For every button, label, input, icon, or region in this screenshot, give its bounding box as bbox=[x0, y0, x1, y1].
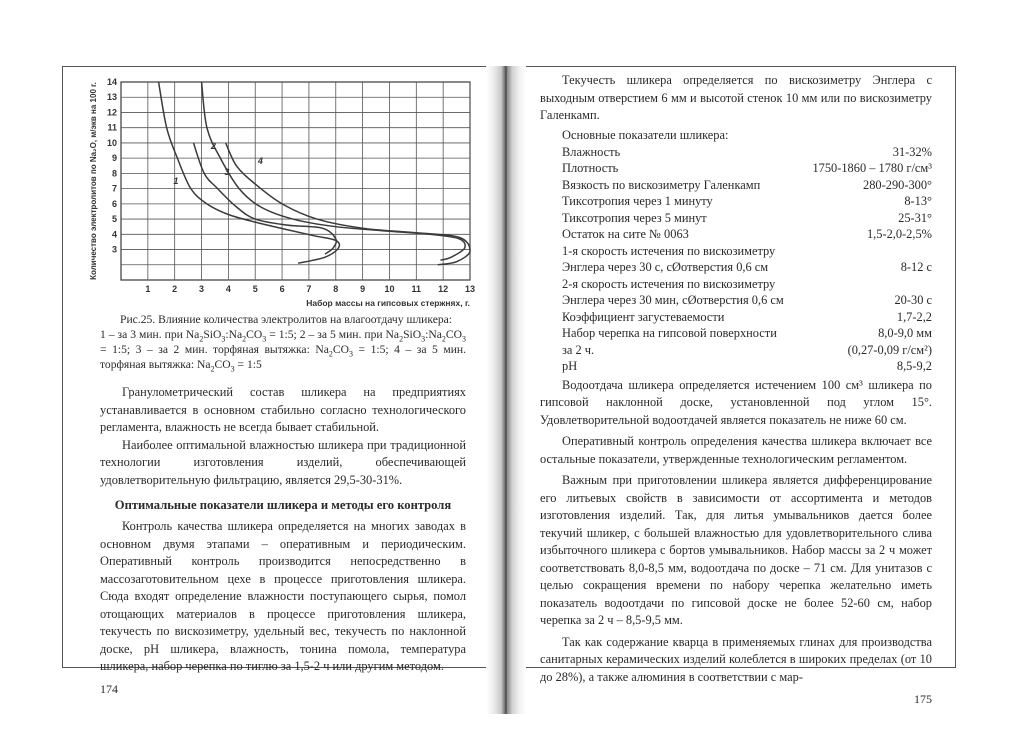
caption-body bbox=[100, 327, 466, 372]
caption-text: CO bbox=[246, 328, 263, 341]
x-tick-label: 6 bbox=[279, 284, 285, 294]
x-axis-label: Набор массы на гипсовых стержнях, г. bbox=[306, 298, 470, 308]
caption-text: CO bbox=[214, 358, 231, 371]
spec-row bbox=[562, 226, 932, 243]
spec-row bbox=[562, 358, 932, 375]
curve-label: 1 bbox=[173, 176, 179, 187]
specs-title: Основные показатели шликера: bbox=[562, 127, 729, 142]
spec-label: Тиксотропия через 5 минут bbox=[562, 210, 707, 225]
spec-row bbox=[562, 144, 932, 161]
x-tick-label: 9 bbox=[360, 284, 366, 294]
curve-label: 4 bbox=[257, 156, 263, 167]
curve-label: 3 bbox=[224, 166, 230, 177]
caption-title: Рис.25. Влияние количества электролитов на влагоотдачу шликера: bbox=[120, 313, 453, 326]
spec-label: 2-я скорость истечения по вискозиметру bbox=[562, 276, 776, 291]
y-tick-label: 4 bbox=[111, 229, 117, 240]
specs-block bbox=[540, 127, 932, 375]
spec-value: (0,27-0,09 г/см²) bbox=[847, 342, 932, 357]
x-tick-label: 10 bbox=[384, 284, 395, 294]
caption-subscript: 2 bbox=[328, 349, 333, 359]
caption-text: 1 – за 3 мин. при Na bbox=[100, 328, 200, 341]
paragraph: Важным при приготовлении шликера является дифференцирование его литьевых свойств в зависимости от ассортимента и методов изготовления изделий. Так, для литья умывальников дается более текучий шликер, с большей влажностью для удовлетворительного слива избыточного шликера с бортов умывальников. Набор массы за 2 ч может соответствовать 8,0-8,5 мм, водоотдача по доске – 71 см. Для унитазов с целью сокращения времени по набору черепка желательно иметь показатель водоотдачи по гипсовой доске не более 52-60 см, набор черепка за 2 ч – 8,5-9,5 мм. bbox=[540, 473, 932, 627]
caption-text: = 1:5; 2 – за 5 мин. при Na bbox=[266, 328, 400, 341]
spec-row bbox=[562, 292, 932, 309]
y-tick-label: 13 bbox=[106, 92, 117, 103]
y-axis-label: Количество электролитов по Na₂O, м/экв на 100 г. bbox=[89, 82, 98, 280]
paragraph: Водоотдача шликера определяется истечением 100 см³ шликера по гипсовой наклонной доске, установленной под углом 15°. Удовлетворительной водоотдачей является показатель не ниже 60 см. bbox=[540, 377, 932, 427]
page-spread bbox=[62, 0, 956, 714]
spec-label: Энглера через 30 мин, сØотверстия 0,6 см bbox=[562, 293, 784, 307]
spec-row bbox=[562, 160, 932, 177]
spec-label: за 2 ч. bbox=[562, 342, 595, 357]
spec-value: 280-290-300° bbox=[863, 177, 932, 192]
y-tick-label: 7 bbox=[111, 183, 117, 194]
paragraph: Оперативный контроль определения качества шликера включает все остальные показатели, утвержденные технологическим регламентом. bbox=[540, 434, 932, 466]
caption-text: = 1:5 bbox=[234, 358, 262, 371]
spec-label: pH bbox=[562, 359, 578, 373]
caption-subscript: 2 bbox=[199, 334, 204, 344]
caption-text: :Na bbox=[225, 328, 243, 341]
spec-row bbox=[562, 193, 932, 210]
caption-subscript: 3 bbox=[262, 334, 267, 344]
x-tick-label: 12 bbox=[438, 284, 449, 294]
y-tick-label: 12 bbox=[106, 107, 117, 118]
spec-label: Плотность bbox=[562, 161, 619, 175]
spec-value: 1750-1860 – 1780 г/см³ bbox=[812, 161, 932, 175]
section-heading: Оптимальные показатели шликера и методы его контроля bbox=[114, 498, 452, 512]
figure-caption bbox=[100, 312, 466, 372]
caption-subscript: 3 bbox=[462, 334, 466, 344]
spec-value: 8-13° bbox=[904, 194, 932, 208]
caption-text: SiO bbox=[403, 328, 422, 341]
left-paragraphs bbox=[100, 384, 466, 489]
spec-row bbox=[562, 325, 932, 342]
left-page bbox=[62, 66, 486, 714]
spec-row bbox=[562, 259, 932, 276]
caption-subscript: 3 bbox=[421, 334, 426, 344]
x-tick-label: 13 bbox=[464, 284, 476, 294]
spec-row bbox=[562, 309, 932, 326]
spec-label: Тиксотропия через 1 минуту bbox=[562, 194, 713, 208]
right-paragraphs bbox=[540, 377, 932, 687]
paragraph: Так как содержание кварца в применяемых глинах для производства санитарных керамических изделий колеблется в широких пределах (от 10 до 28%), а также алюминия в соответствии с мар- bbox=[540, 634, 932, 684]
spec-value: 20-30 с bbox=[894, 293, 932, 307]
caption-text: = 1:5; 3 – за 2 мин. торфяная вытяжка: Na bbox=[100, 343, 329, 356]
x-tick-label: 11 bbox=[411, 284, 422, 294]
spec-label: Энглера через 30 с, сØотверстия 0,6 см bbox=[562, 260, 769, 274]
spec-row bbox=[562, 243, 932, 260]
caption-subscript: 2 bbox=[441, 334, 446, 344]
y-tick-label: 10 bbox=[106, 137, 117, 148]
x-tick-label: 8 bbox=[333, 284, 339, 294]
y-tick-label: 11 bbox=[107, 122, 117, 133]
caption-subscript: 2 bbox=[242, 334, 247, 344]
caption-subscript: 2 bbox=[210, 364, 215, 374]
spec-label: Коэффициент загустеваемости bbox=[562, 309, 725, 324]
x-tick-label: 1 bbox=[145, 284, 151, 294]
paragraph: Контроль качества шликера определяется на многих заводах в основном двумя этапами – оперативным и периодическим. Оперативный контроль производится непосредственно в массозаготовительном цехе в процессе приготовления шликера. Сюда входят определение влажности поступающего сырья, помол отощающих материалов в процессе приготовления шликера, текучесть по вискозиметру, удельный вес, текучесть по наклонной доске, pH шликера, влажность, тонина помола, температура шликера, набор черепка по тиглю за 1,5-2 ч или другим методом. bbox=[100, 519, 466, 673]
left-paragraphs-2 bbox=[100, 518, 466, 676]
spec-label: Набор черепка на гипсовой поверхности bbox=[562, 326, 777, 340]
x-tick-label: 4 bbox=[225, 284, 231, 294]
x-tick-label: 7 bbox=[306, 284, 312, 294]
spec-row bbox=[562, 342, 932, 359]
spec-value: 8,0-9,0 мм bbox=[878, 326, 932, 340]
series-line-3 bbox=[193, 143, 336, 254]
y-tick-label: 6 bbox=[111, 198, 117, 209]
page-number-right: 175 bbox=[914, 692, 932, 706]
right-page bbox=[526, 66, 956, 714]
caption-subscript: 2 bbox=[399, 334, 404, 344]
spec-label: Вязкость по вискозиметру Галенкамп bbox=[562, 177, 761, 192]
caption-subscript: 3 bbox=[221, 334, 226, 344]
caption-subscript: 3 bbox=[348, 349, 353, 359]
spec-value: 25-31° bbox=[898, 210, 932, 225]
spec-value: 8,5-9,2 bbox=[896, 359, 932, 373]
spec-row bbox=[562, 276, 932, 293]
spec-label: 1-я скорость истечения по вискозиметру bbox=[562, 243, 776, 258]
book-gutter bbox=[486, 66, 526, 714]
page-number-left: 174 bbox=[100, 681, 118, 696]
y-tick-label: 14 bbox=[106, 77, 117, 87]
electrolyte-chart bbox=[82, 72, 482, 310]
spec-label: Остаток на сите № 0063 bbox=[562, 227, 689, 241]
caption-text: SiO bbox=[203, 328, 222, 341]
caption-text: CO bbox=[445, 328, 462, 341]
caption-text: = 1:5; 4 – за 5 мин. торфяная вытяжка: Na bbox=[100, 343, 467, 371]
y-tick-label: 9 bbox=[111, 153, 117, 164]
caption-text: :Na bbox=[425, 328, 442, 341]
caption-subscript: 3 bbox=[230, 364, 235, 374]
paragraph: Текучесть шликера определяется по вискозиметру Энглера с выходным отверстием 6 мм и высотой стенок 10 мм или по вискозиметру Галенкамп. bbox=[540, 73, 932, 122]
spec-value: 1,5-2,0-2,5% bbox=[866, 227, 932, 241]
x-tick-label: 2 bbox=[172, 284, 178, 294]
y-tick-label: 3 bbox=[111, 244, 117, 255]
spec-value: 1,7-2,2 bbox=[896, 309, 932, 324]
spec-value: 31-32% bbox=[892, 144, 932, 159]
specs-list bbox=[540, 144, 932, 375]
spec-label: Влажность bbox=[562, 144, 621, 159]
caption-text: CO bbox=[332, 343, 349, 356]
spec-row bbox=[562, 210, 932, 227]
y-tick-label: 5 bbox=[111, 214, 117, 225]
y-tick-label: 8 bbox=[111, 168, 117, 179]
paragraph: Наиболее оптимальной влажностью шликера при традиционной технологии изготовления изделий, обеспечивающей удовлетворительную фильтрацию, является 29,5-30-31%. bbox=[100, 437, 466, 487]
curve-label: 2 bbox=[210, 141, 216, 152]
x-tick-label: 5 bbox=[252, 284, 258, 294]
right-intro bbox=[540, 72, 932, 125]
paragraph: Гранулометрический состав шликера на предприятиях устанавливается в основном стабильно согласно технологического регламента, влажность не всегда бывает стабильной. bbox=[100, 385, 466, 434]
series-line-1 bbox=[159, 82, 340, 263]
x-tick-label: 3 bbox=[199, 284, 205, 294]
spec-row bbox=[562, 177, 932, 194]
spec-value: 8-12 с bbox=[900, 260, 932, 274]
